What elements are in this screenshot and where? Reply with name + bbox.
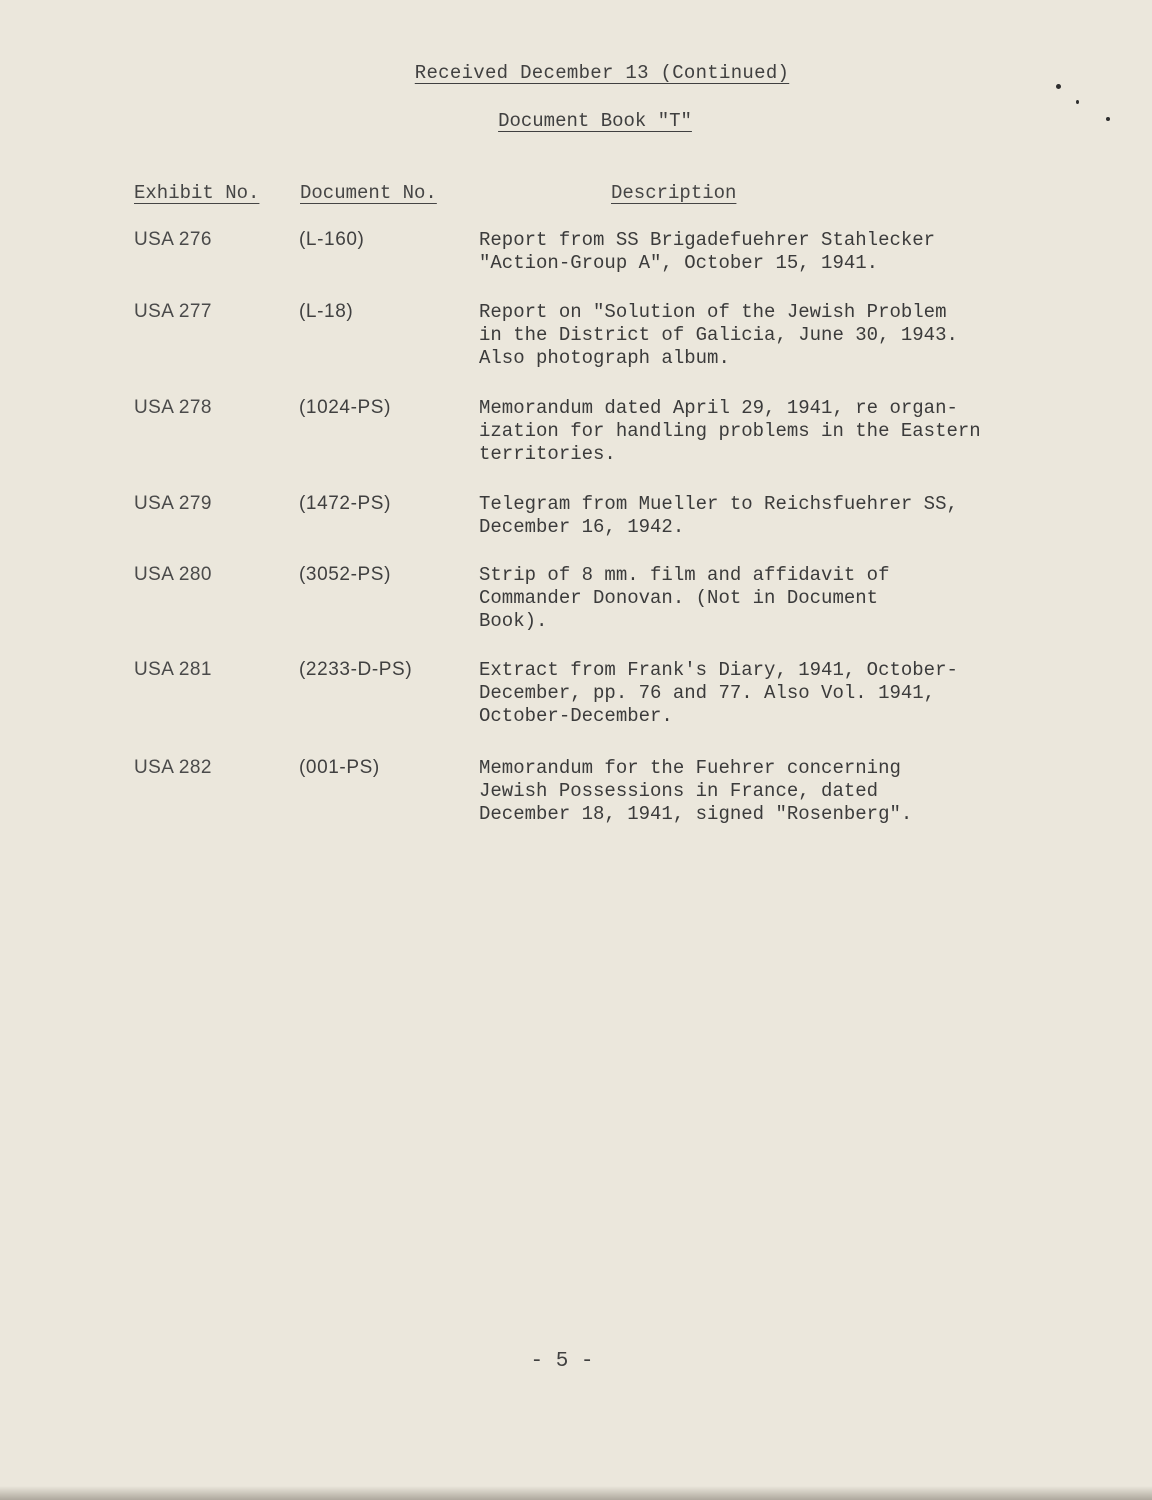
exhibit-number: USA 279 <box>134 493 212 514</box>
description <box>479 493 1039 539</box>
column-header-exhibit: Exhibit No. <box>134 182 260 204</box>
column-header-description: Description <box>611 182 737 204</box>
column-header-document: Document No. <box>300 182 437 204</box>
page-subtitle: Document Book "T" <box>498 110 692 132</box>
document-number: (L-160) <box>299 229 365 250</box>
description-line: in the District of Galicia, June 30, 1943. <box>479 324 958 346</box>
description-line: Report on "Solution of the Jewish Problem <box>479 301 947 323</box>
exhibit-number: USA 281 <box>134 659 212 680</box>
document-number: (3052-PS) <box>299 564 391 585</box>
ink-speck <box>1076 100 1079 104</box>
exhibit-number: USA 278 <box>134 397 212 418</box>
description <box>479 564 1039 633</box>
description-line: Report from SS Brigadefuehrer Stahlecker <box>479 229 936 251</box>
description-line: Memorandum dated April 29, 1941, re organ- <box>479 397 958 419</box>
description-line: ization for handling problems in the Eastern <box>479 420 981 442</box>
ink-speck <box>1056 84 1061 89</box>
exhibit-number: USA 282 <box>134 757 212 778</box>
description-line: Strip of 8 mm. film and affidavit of <box>479 564 890 586</box>
exhibit-number: USA 277 <box>134 301 212 322</box>
description-line: Commander Donovan. (Not in Document <box>479 587 879 609</box>
ink-speck <box>1106 117 1110 121</box>
description-line: Memorandum for the Fuehrer concerning <box>479 757 901 779</box>
description-line: December 18, 1941, signed "Rosenberg". <box>479 803 913 825</box>
description-line: Telegram from Mueller to Reichsfuehrer SS, <box>479 493 958 515</box>
document-number: (1472-PS) <box>299 493 391 514</box>
description <box>479 229 1039 275</box>
description-line: Jewish Possessions in France, dated <box>479 780 879 802</box>
description <box>479 301 1039 370</box>
description-line: "Action-Group A", October 15, 1941. <box>479 252 879 274</box>
description <box>479 397 1039 466</box>
description-line: Book). <box>479 610 548 632</box>
document-number: (2233-D-PS) <box>299 659 413 680</box>
exhibit-number: USA 276 <box>134 229 212 250</box>
description-line: Extract from Frank's Diary, 1941, October- <box>479 659 958 681</box>
page-number: - 5 - <box>530 1350 594 1373</box>
exhibit-number: USA 280 <box>134 564 212 585</box>
description-line: December 16, 1942. <box>479 516 685 538</box>
description-line: territories. <box>479 443 616 465</box>
description-line: December, pp. 76 and 77. Also Vol. 1941, <box>479 682 936 704</box>
description-line: Also photograph album. <box>479 347 730 369</box>
description <box>479 757 1039 826</box>
document-number: (1024-PS) <box>299 397 391 418</box>
scan-edge-shadow <box>0 1486 1152 1500</box>
page-title: Received December 13 (Continued) <box>414 62 790 84</box>
document-number: (001-PS) <box>299 757 380 778</box>
description-line: October-December. <box>479 705 673 727</box>
description <box>479 659 1039 728</box>
document-number: (L-18) <box>299 301 354 322</box>
